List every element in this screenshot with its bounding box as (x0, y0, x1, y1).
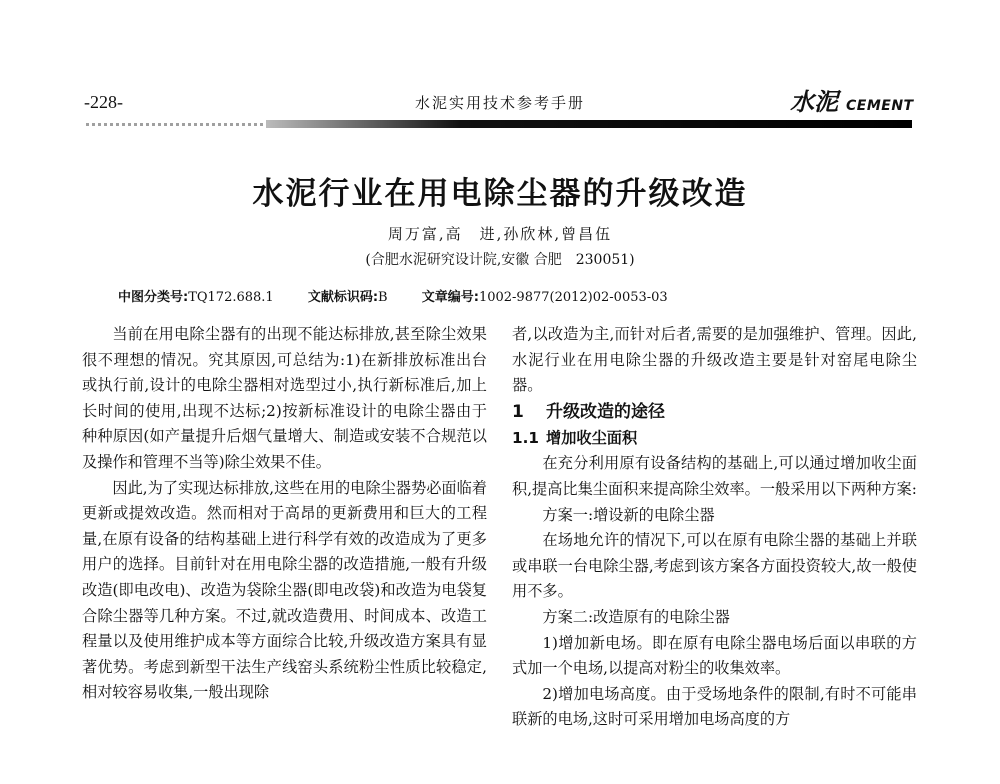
paragraph: 因此,为了实现达标排放,这些在用的电除尘器势必面临着更新或提效改造。然而相对于高昂的更新费用和巨大的工程量,在原有设备的结构基础上进行科学有效的改造成为了更多用户的选择。目前针对在用电除尘器的改造措施,一般有升级改造(即电改电)、改造为袋除尘器(即电改袋)和改造为电袋复合除尘器等几种方案。不过,就改造费用、时间成本、改造工程量以及使用维护成本等方面综合比较,升级改造方案具有显著优势。考虑到新型干法生产线窑头系统粉尘性质比较稳定,相对较容易收集,一般出现除 (82, 478, 487, 702)
left-column (82, 322, 487, 706)
logo-chinese: 水泥 (790, 87, 838, 116)
clc-value: TQ172.688.1 (188, 290, 274, 305)
running-head: 水泥实用技术参考手册 (414, 94, 585, 112)
authors: 周万富,高 进,孙欣林,曾昌伍 (387, 225, 613, 243)
paragraph: 1)增加新电场。即在原有电除尘器电场后面以串联的方式加一个电场,以提高对粉尘的收集效率。 (512, 633, 917, 678)
clc-item (118, 290, 274, 305)
paragraph: 2)增加电场高度。由于受场地条件的限制,有时不可能串联新的电场,这时可采用增加电场高度的方 (512, 684, 917, 729)
header-rule-dotted (86, 123, 266, 126)
paragraph: 在场地允许的情况下,可以在原有电除尘器的基础上并联或串联一台电除尘器,考虑到该方案各方面投资较大,故一般使用不多。 (512, 531, 917, 601)
journal-logo (790, 82, 914, 117)
paragraph: 当前在用电除尘器有的出现不能达标排放,甚至除尘效果很不理想的情况。究其原因,可总结为:1)在新排放标准出台或执行前,设计的电除尘器相对选型过小,执行新标准后,加上长时间的使用,出现不达标;2)按新标准设计的电除尘器由于种种原因(如产量提升后烟气量增大、制造或安装不合规范以及操作和管理不当等)除尘效果不佳。 (82, 325, 487, 471)
section-heading (512, 399, 917, 426)
article-id-item (422, 290, 668, 305)
logo-english: CEMENT (846, 98, 914, 114)
header-rule (86, 120, 912, 130)
article-id-value: 1002-9877(2012)02-0053-03 (478, 290, 668, 305)
doc-code-label: 文献标识码: (307, 290, 379, 305)
header-rule-thick (266, 120, 912, 128)
article-id-label: 文章编号: (421, 290, 479, 305)
paragraph: 者,以改造为主,而针对后者,需要的是加强维护、管理。因此,水泥行业在用电除尘器的升级改造主要是针对窑尾电除尘器。 (512, 325, 917, 395)
clc-label: 中图分类号: (118, 290, 189, 305)
doc-code-value: B (378, 290, 388, 305)
section-number: 1 (512, 401, 524, 422)
page-number: -228- (84, 92, 123, 112)
affiliation: (合肥水泥研究设计院,安徽 合肥 230051) (365, 252, 635, 268)
article-metadata (118, 286, 698, 305)
article-title: 水泥行业在用电除尘器的升级改造 (252, 176, 748, 212)
right-column (512, 322, 917, 733)
subsection-title: 增加收尘面积 (546, 428, 638, 447)
subsection-heading (512, 426, 917, 452)
scheme-heading: 方案一:增设新的电除尘器 (542, 505, 715, 524)
section-title: 升级改造的途径 (546, 401, 665, 422)
paragraph: 在充分利用原有设备结构的基础上,可以通过增加收尘面积,提高比集尘面积来提高除尘效率。一般采用以下两种方案: (512, 454, 917, 498)
doc-code-item (308, 290, 388, 305)
subsection-number: 1.1 (512, 428, 539, 447)
scheme-heading: 方案二:改造原有的电除尘器 (542, 607, 730, 626)
